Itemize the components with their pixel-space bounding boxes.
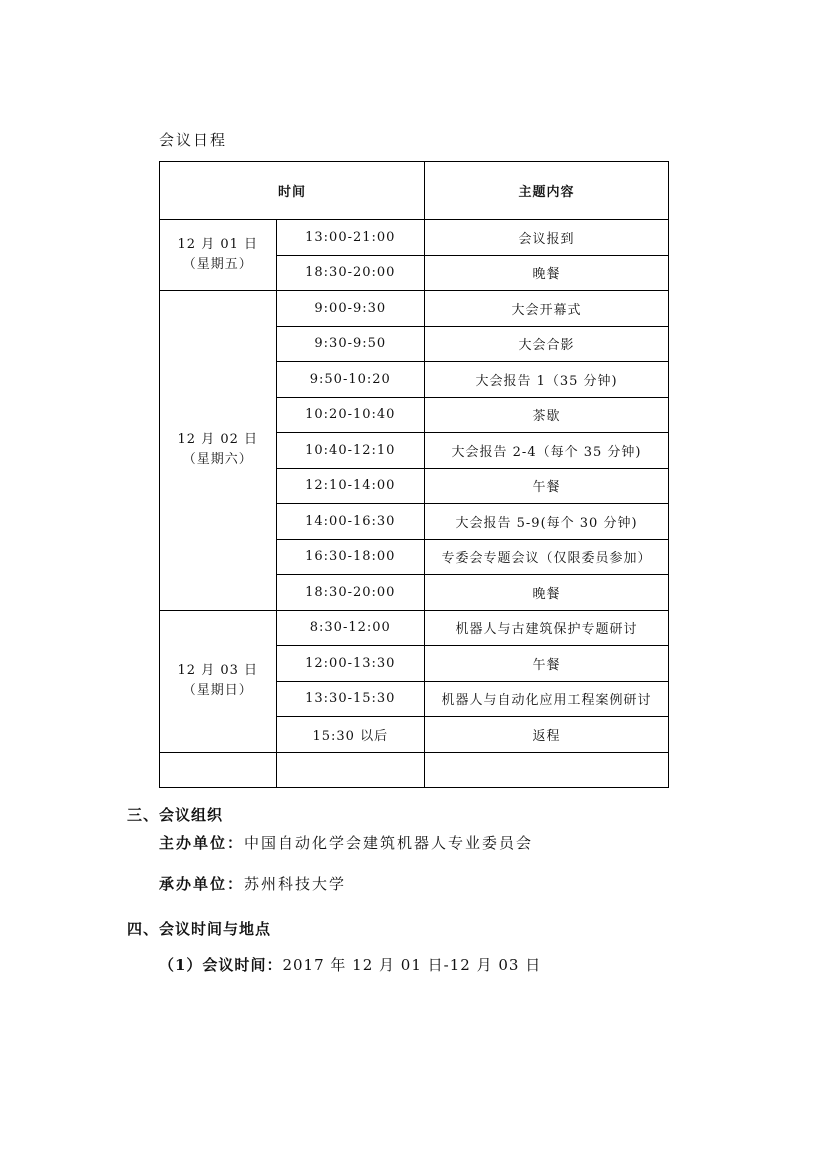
topic-cell: 午餐	[425, 468, 669, 504]
organizer-label: 承办单位：	[159, 875, 245, 893]
schedule-heading: 会议日程	[159, 131, 228, 149]
date-text: 12 月 03 日	[177, 663, 259, 678]
host-line	[159, 832, 533, 853]
meeting-time-value: 2017 年 12 月 01 日-12 月 03 日	[282, 956, 542, 974]
time-cell: 9:00-9:30	[276, 291, 424, 327]
time-cell: 12:00-13:30	[276, 646, 424, 682]
topic-cell: 机器人与古建筑保护专题研讨	[425, 610, 669, 646]
organizer-value: 苏州科技大学	[244, 875, 347, 893]
table-row	[160, 220, 669, 256]
topic-cell: 大会开幕式	[425, 291, 669, 327]
time-cell: 13:00-21:00	[276, 220, 424, 256]
host-value: 中国自动化学会建筑机器人专业委员会	[244, 834, 534, 852]
topic-cell: 茶歇	[425, 397, 669, 433]
schedule-table	[159, 161, 669, 788]
empty-cell	[276, 752, 424, 788]
time-cell: 13:30-15:30	[276, 681, 424, 717]
topic-cell: 晚餐	[425, 575, 669, 611]
time-cell: 18:30-20:00	[276, 575, 424, 611]
weekday-text: （星期六）	[182, 452, 253, 468]
topic-cell: 大会合影	[425, 326, 669, 362]
date-cell	[160, 610, 277, 752]
topic-cell: 会议报到	[425, 220, 669, 256]
date-text: 12 月 01 日	[177, 237, 259, 252]
time-cell: 15:30 以后	[276, 717, 424, 753]
time-cell: 12:10-14:00	[276, 468, 424, 504]
topic-cell: 晚餐	[425, 255, 669, 291]
empty-table-row	[160, 752, 669, 788]
header-time: 时间	[160, 162, 425, 220]
weekday-text: （星期日）	[182, 683, 253, 698]
time-cell: 9:50-10:20	[276, 362, 424, 398]
topic-cell: 专委会专题会议（仅限委员参加）	[425, 539, 669, 575]
date-cell	[160, 220, 277, 291]
date-text: 12 月 02 日	[177, 432, 259, 448]
topic-cell: 午餐	[425, 646, 669, 682]
date-cell	[160, 291, 277, 611]
weekday-text: （星期五）	[182, 257, 253, 272]
meeting-time-line	[159, 954, 541, 975]
empty-cell	[425, 752, 669, 788]
time-cell: 18:30-20:00	[276, 255, 424, 291]
topic-cell: 大会报告 5-9(每个 30 分钟)	[425, 504, 669, 540]
topic-cell: 机器人与自动化应用工程案例研讨	[425, 681, 669, 717]
topic-cell: 大会报告 1（35 分钟)	[425, 362, 669, 398]
table-row	[160, 291, 669, 327]
header-topic: 主题内容	[425, 162, 669, 220]
time-cell: 9:30-9:50	[276, 326, 424, 362]
time-cell: 16:30-18:00	[276, 539, 424, 575]
topic-cell: 大会报告 2-4（每个 35 分钟)	[425, 433, 669, 469]
time-cell: 10:40-12:10	[276, 433, 424, 469]
empty-cell	[160, 752, 277, 788]
section-heading-organization: 三、会议组织	[127, 806, 224, 824]
table-header-row	[160, 162, 669, 220]
organizer-line	[159, 873, 346, 894]
time-cell: 14:00-16:30	[276, 504, 424, 540]
time-cell: 10:20-10:40	[276, 397, 424, 433]
meeting-time-label: （1）会议时间：	[159, 956, 283, 974]
topic-cell: 返程	[425, 717, 669, 753]
time-cell: 8:30-12:00	[276, 610, 424, 646]
table-row	[160, 610, 669, 646]
section-heading-time-location: 四、会议时间与地点	[127, 920, 272, 938]
host-label: 主办单位：	[159, 834, 245, 852]
